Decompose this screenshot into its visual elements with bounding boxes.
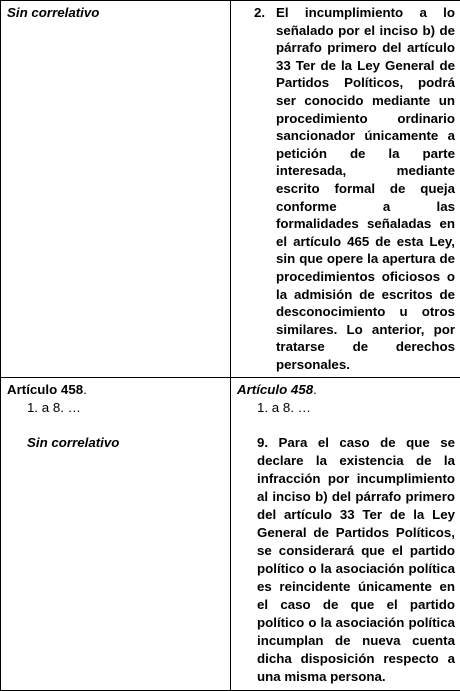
table-row: [1, 1, 460, 378]
no-correlative-label: Sin correlativo: [7, 434, 225, 452]
article-range: 1. a 8. …: [7, 399, 225, 417]
cell-left-row1: [1, 1, 231, 378]
paragraph-number: 2.: [237, 4, 276, 373]
paragraph-text: El incumplimiento a lo señalado por el inciso b) de párrafo primero del artículo 33 Ter de la Ley General de Partidos Políticos, podrá ser conocido mediante un procedimiento ordinario sancionador únicamente a petición de la parte interesada, mediante escrito formal de queja conforme a las formalidades señaladas en el artículo 465 de esta Ley, sin que opere la apertura de procedimientos oficiosos o la admisión de escritos de desconocimiento u otros similares. Lo anterior, por tratarse de derechos personales.: [276, 4, 455, 373]
no-correlative-label: Sin correlativo: [7, 4, 225, 22]
cell-right-row1: [231, 1, 460, 378]
article-heading: Artículo 458.: [237, 381, 455, 399]
article-range: 1. a 8. …: [237, 399, 455, 417]
cell-right-row2: [231, 378, 460, 690]
cell-left-row2: [1, 378, 231, 690]
article-heading: Artículo 458.: [7, 381, 225, 399]
paragraph-9: 9. Para el caso de que se declare la existencia de la infracción por incumplimiento al inciso b) del párrafo primero del artículo 33 Ter de la Ley General de Partidos Políticos, se considerará que el partido político o la asociación política es reincidente únicamente en el caso de que el partido político o la asociación política incumplan de nueva cuenta dicha disposición respecto a una misma persona.: [237, 434, 455, 686]
table-row: [1, 378, 460, 690]
paragraph-2: [237, 4, 455, 373]
